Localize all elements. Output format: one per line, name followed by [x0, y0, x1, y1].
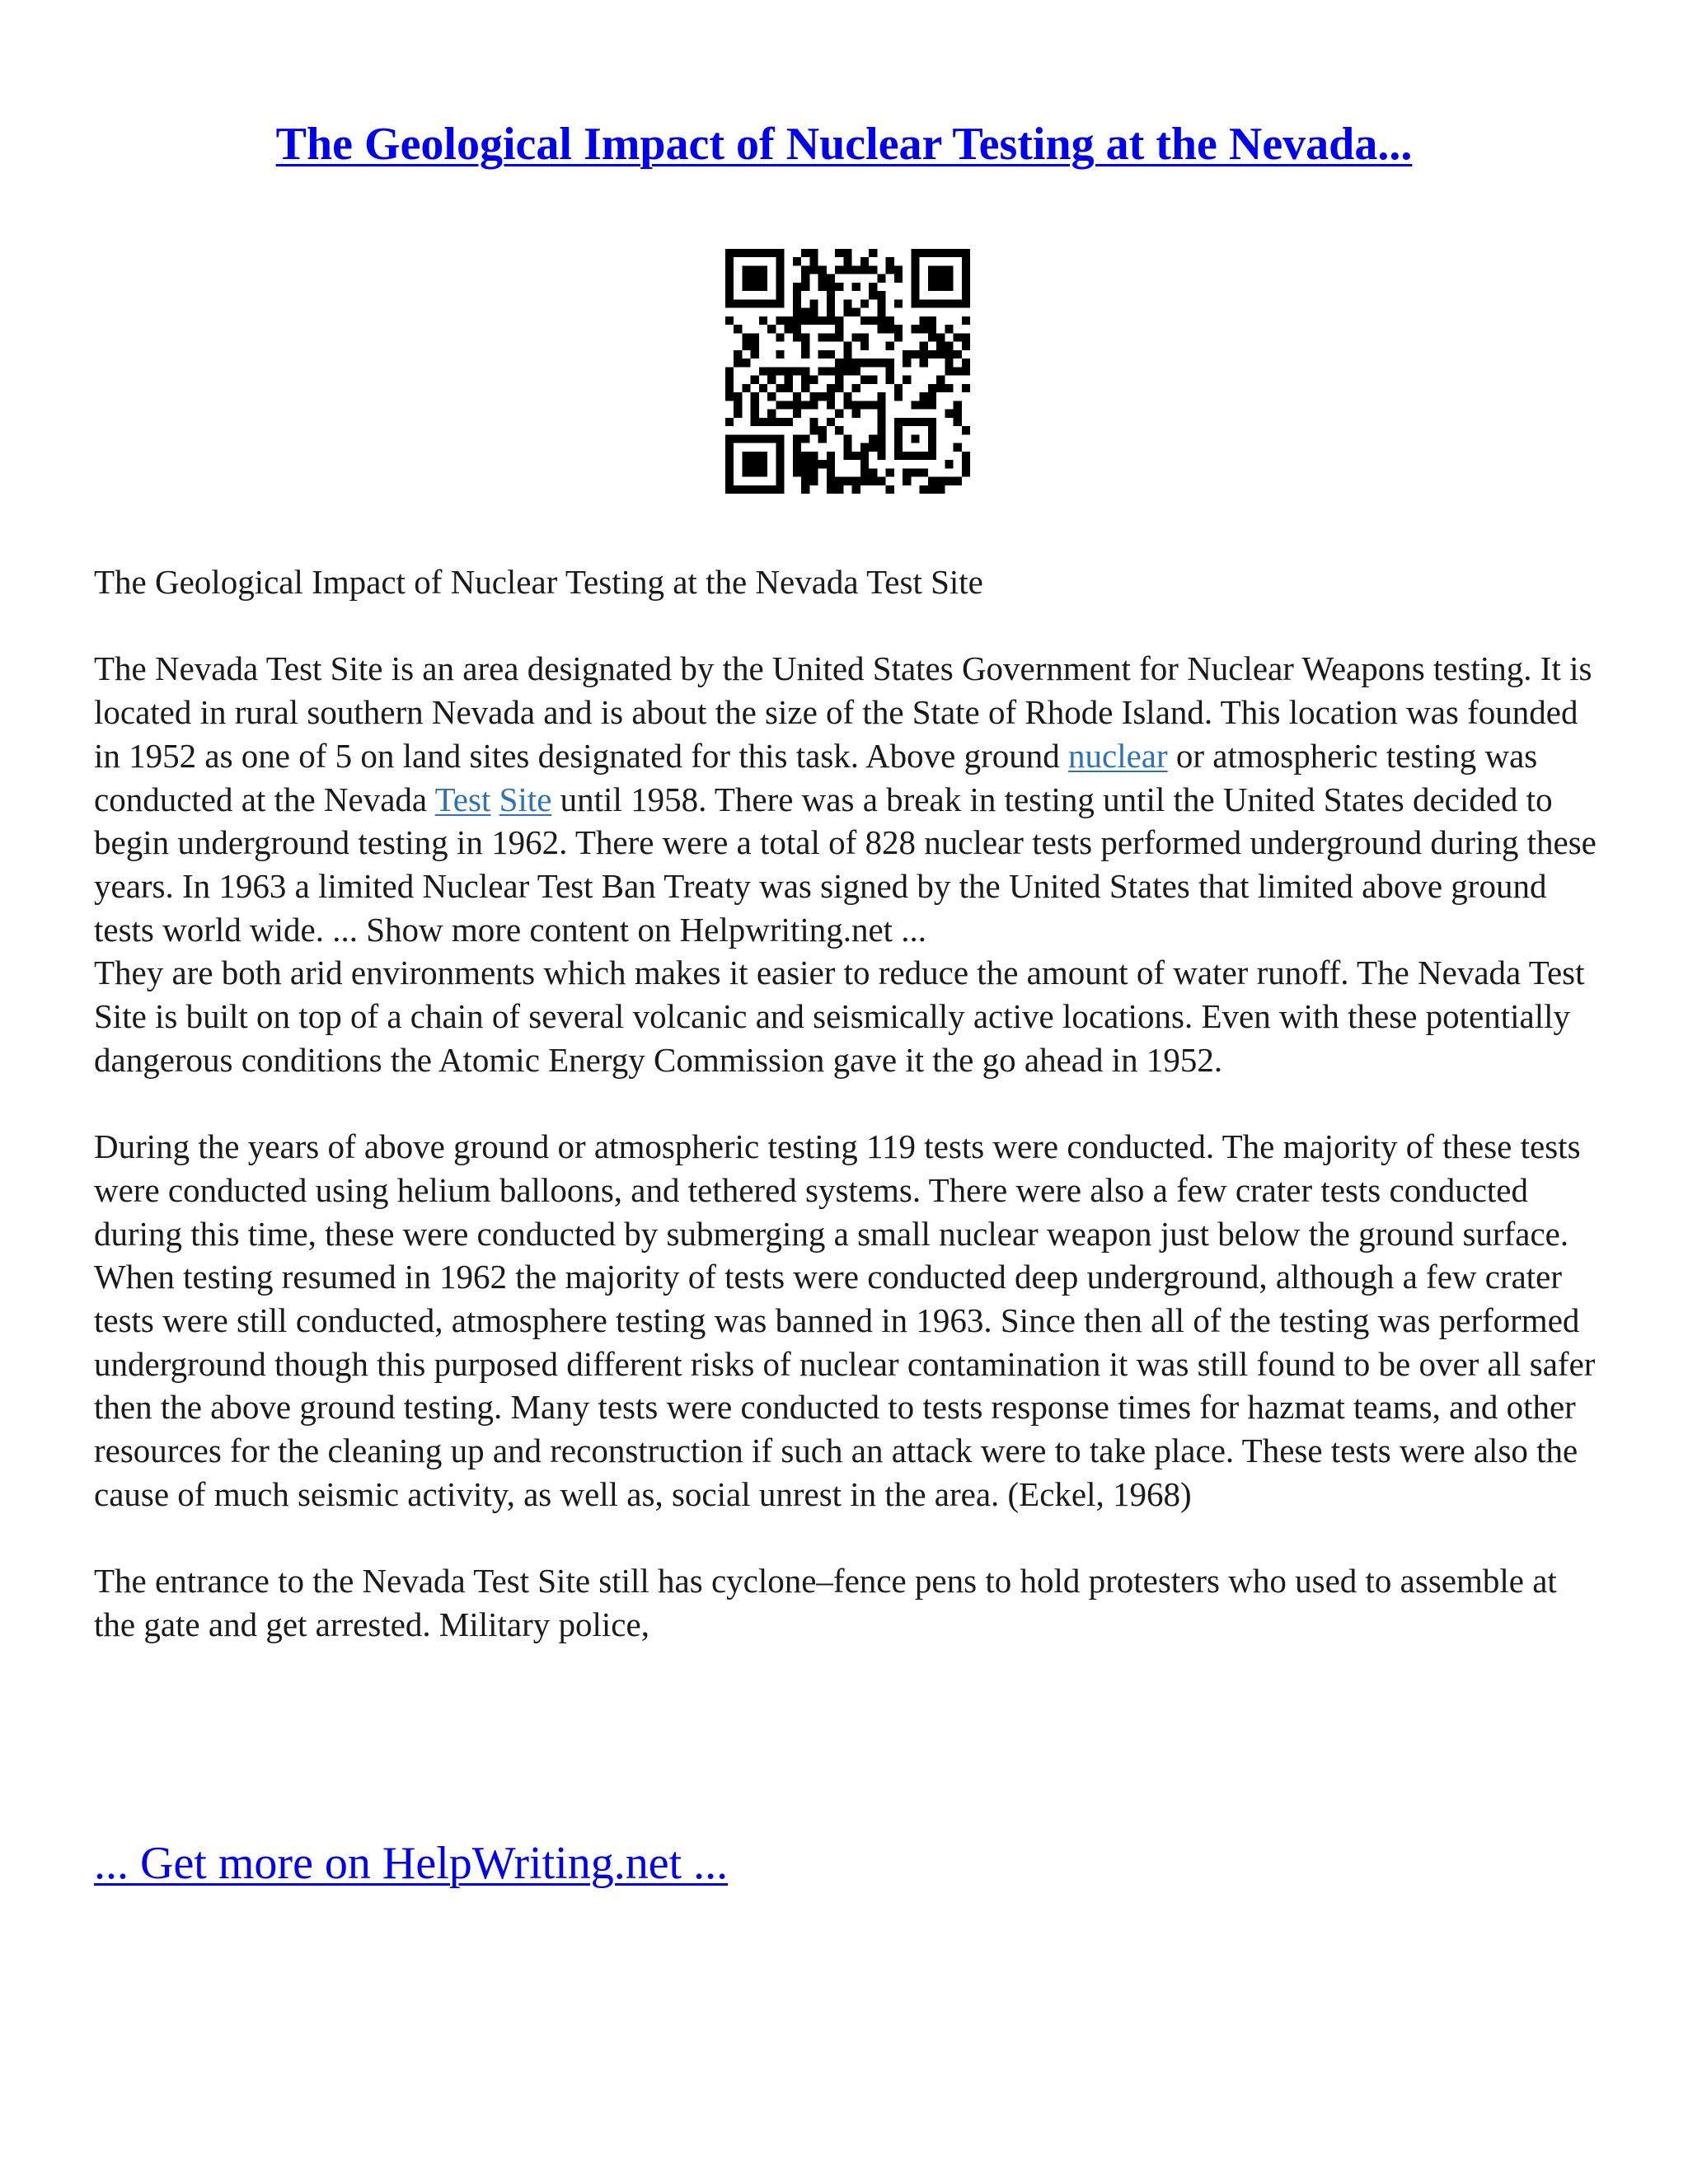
- paragraph-1: [94, 647, 1602, 951]
- get-more-link[interactable]: ... Get more on HelpWriting.net ...: [94, 1838, 729, 1889]
- link-nuclear[interactable]: nuclear: [1068, 736, 1168, 775]
- document-title: [0, 115, 1688, 173]
- link-site[interactable]: Site: [499, 780, 552, 818]
- paragraph-2: They are both arid environments which makes it easier to reduce the amount of water runoff. The Nevada Test Site is built on top of a chain of several volcanic and seismically active locations. Even with these potentially dangerous conditions the Atomic Energy Commission gave it the go ahead in 1952.: [94, 954, 1585, 1079]
- paragraph-4: The entrance to the Nevada Test Site still has cyclone–fence pens to hold protesters who used to assemble at the gate and get arrested. Military police,: [94, 1562, 1557, 1643]
- paragraph-1-text-b: or atmospheric testing was conducted at the Nevada: [94, 736, 1538, 818]
- article-body: [94, 560, 1602, 1647]
- paragraph-1-text-c: until 1958. There was a break in testing until the United States decided to begin underground testing in 1962. There were a total of 828 nuclear tests performed underground during these years. In 1963 a limited Nuclear Test Ban Treaty was signed by the United States that limited above ground tests world wide. ... Show more content on Helpwriting.net ...: [94, 780, 1597, 949]
- paragraph-3: During the years of above ground or atmospheric testing 119 tests were conducted. The majority of these tests were conducted using helium balloons, and tethered systems. There were also a few crater tests conducted during this time, these were conducted by submerging a small nuclear weapon just below the ground surface. When testing resumed in 1962 the majority of tests were conducted deep underground, although a few crater tests were still conducted, atmosphere testing was banned in 1963. Since then all of the testing was performed underground though this purposed different risks of nuclear contamination it was still found to be over all safer then the above ground testing. Many tests were conducted to tests response times for hazmat teams, and other resources for the cleaning up and reconstruction if such an attack were to take place. These tests were also the cause of much seismic activity, as well as, social unrest in the area. (Eckel, 1968): [94, 1127, 1596, 1513]
- get-more-container: [94, 1835, 728, 1892]
- title-link[interactable]: The Geological Impact of Nuclear Testing at the Nevada...: [275, 119, 1413, 170]
- paragraph-1-text-a: The Nevada Test Site is an area designated by the United States Government for Nuclear Weapons testing. It is located in rural southern Nevada and is about the size of the State of Rhode Island. This location was founded in 1952 as one of 5 on land sites designated for this task. Above ground: [94, 649, 1592, 775]
- article-subtitle: The Geological Impact of Nuclear Testing at the Nevada Test Site: [94, 563, 983, 601]
- link-test[interactable]: Test: [434, 780, 491, 818]
- qr-code-icon: [725, 249, 970, 494]
